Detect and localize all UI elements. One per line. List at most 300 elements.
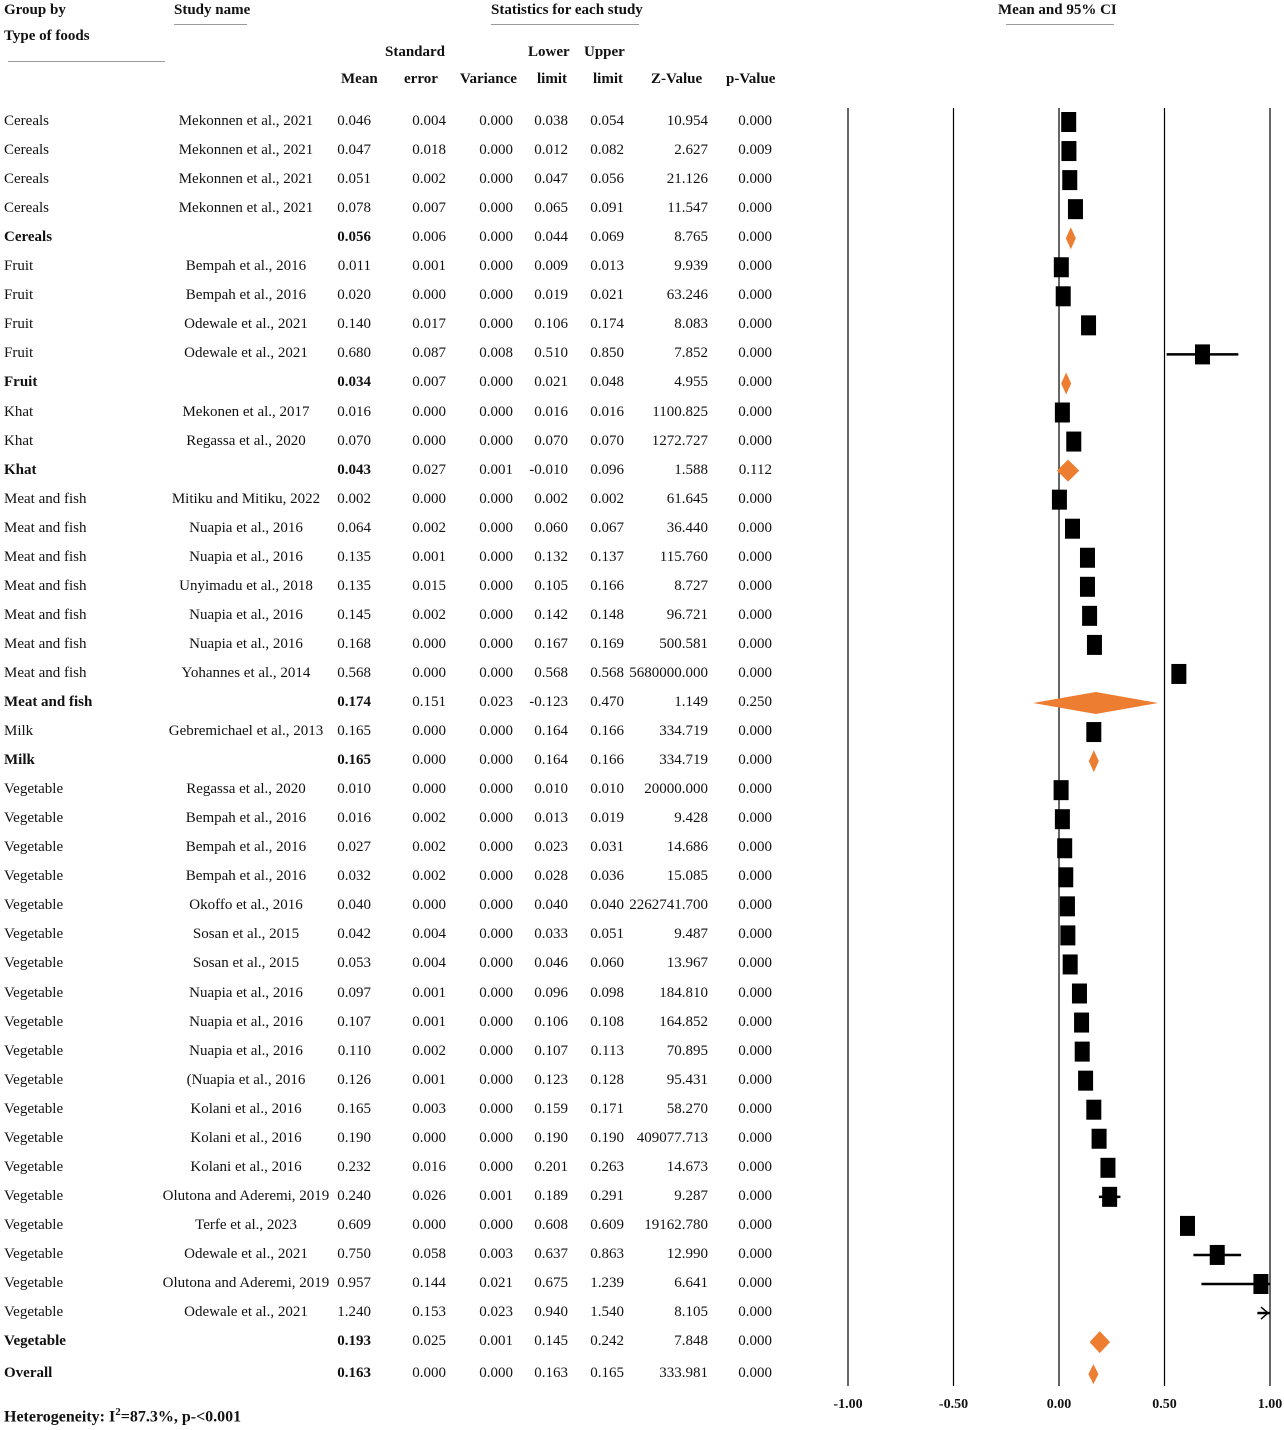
row-study: Olutona and Aderemi, 2019 (162, 1187, 330, 1204)
row-upper: 0.051 (590, 926, 624, 943)
row-upper: 0.242 (590, 1333, 624, 1350)
row-p: 0.000 (738, 810, 772, 827)
row-upper: 0.108 (590, 1013, 624, 1030)
heterogeneity-sup: 2 (115, 1406, 121, 1418)
row-lower: 0.038 (534, 113, 568, 129)
row-p: 0.000 (738, 258, 772, 275)
study-marker (1060, 896, 1075, 916)
row-mean: 1.240 (337, 1304, 371, 1321)
row-p: 0.000 (738, 316, 772, 333)
row-p: 0.000 (738, 490, 772, 507)
row-z: 4.955 (674, 374, 708, 391)
row-group: Vegetable (4, 926, 64, 943)
row-upper: 0.148 (590, 606, 624, 623)
row-group: Cereals (4, 229, 53, 246)
row-group: Meat and fish (4, 577, 87, 594)
row-mean: 0.165 (337, 752, 371, 769)
study-marker (1081, 315, 1096, 335)
row-se: 0.000 (412, 490, 446, 507)
row-upper: 0.166 (590, 723, 624, 740)
row-z: 184.810 (659, 984, 708, 1001)
row-p: 0.000 (738, 287, 772, 304)
row-upper: 0.165 (590, 1365, 624, 1382)
row-z: 21.126 (666, 171, 708, 188)
study-marker (1060, 925, 1075, 945)
row-se: 0.000 (412, 664, 446, 681)
row-upper: 0.174 (590, 316, 624, 333)
row-group: Vegetable (4, 1304, 64, 1321)
row-study: Sosan et al., 2015 (192, 955, 300, 972)
row-var: 0.023 (479, 1304, 513, 1321)
header-type-of-foods: Type of foods (4, 28, 90, 44)
row-mean: 0.046 (337, 113, 371, 129)
row-group: Fruit (4, 345, 34, 362)
row-mean: 0.140 (337, 316, 371, 333)
row-study: Regassa et al., 2020 (186, 781, 306, 798)
row-group: Vegetable (4, 1100, 64, 1117)
row-var: 0.000 (479, 548, 513, 565)
row-lower: 0.107 (534, 1042, 568, 1059)
row-group: Fruit (4, 374, 38, 391)
overall-diamond (1088, 1364, 1098, 1384)
row-var: 0.000 (479, 839, 513, 856)
row-var: 0.000 (479, 897, 513, 914)
row-upper: 0.054 (590, 113, 624, 129)
row-lower: 0.132 (534, 548, 568, 565)
row-study: Mekonnen et al., 2021 (178, 171, 314, 188)
row-lower: -0.010 (529, 461, 568, 478)
row-z: 9.939 (674, 258, 708, 275)
row-var: 0.000 (479, 1071, 513, 1088)
row-mean: 0.016 (337, 810, 371, 827)
row-z: 2262741.700 (629, 897, 708, 914)
row-mean: 0.053 (337, 955, 371, 972)
row-var: 0.000 (479, 810, 513, 827)
row-z: 70.895 (666, 1042, 708, 1059)
row-p: 0.000 (738, 1158, 772, 1175)
row-z: 14.686 (666, 839, 708, 856)
row-upper: 0.002 (590, 490, 624, 507)
row-upper: 0.069 (590, 229, 624, 246)
row-var: 0.008 (479, 345, 513, 362)
row-z: 1272.727 (651, 432, 708, 449)
row-lower: 0.106 (534, 316, 568, 333)
row-upper: 1.540 (590, 1304, 624, 1321)
row-var: 0.021 (479, 1275, 513, 1291)
row-group: Vegetable (4, 1158, 64, 1175)
row-study: Odewale et al., 2021 (184, 316, 308, 333)
row-mean: 0.027 (337, 839, 371, 856)
row-upper: 0.171 (590, 1100, 624, 1117)
row-mean: 0.750 (337, 1245, 371, 1262)
row-p: 0.000 (738, 1042, 772, 1059)
row-group: Milk (4, 723, 34, 740)
row-z: 334.719 (659, 723, 708, 740)
row-z: 1.149 (674, 694, 708, 710)
row-mean: 0.126 (337, 1071, 371, 1088)
tick-label: -1.00 (833, 1397, 863, 1412)
row-study: Kolani et al., 2016 (190, 1158, 302, 1175)
row-group: Fruit (4, 258, 34, 275)
row-study: Nuapia et al., 2016 (189, 984, 303, 1001)
tick-label: 1.00 (1257, 1397, 1283, 1412)
header-statistics: Statistics for each study (491, 2, 643, 18)
row-study: Mitiku and Mitiku, 2022 (171, 490, 321, 507)
study-marker (1055, 403, 1070, 423)
row-p: 0.000 (738, 548, 772, 565)
row-mean: 0.034 (337, 374, 371, 391)
row-p: 0.000 (738, 229, 772, 246)
row-mean: 0.240 (337, 1187, 371, 1204)
row-var: 0.000 (479, 287, 513, 304)
row-group: Meat and fish (4, 694, 93, 710)
row-mean: 0.110 (337, 1042, 371, 1059)
header-zvalue: Z-Value (651, 71, 703, 87)
row-mean: 0.165 (337, 1100, 371, 1117)
row-z: 8.727 (674, 577, 708, 594)
row-upper: 0.137 (590, 548, 624, 565)
study-marker (1055, 809, 1070, 829)
row-group: Vegetable (4, 1013, 64, 1030)
row-study: Yohannes et al., 2014 (181, 664, 311, 681)
row-lower: 0.012 (534, 142, 568, 159)
row-lower: 0.010 (534, 781, 568, 798)
row-mean: 0.070 (337, 432, 371, 449)
row-study: Nuapia et al., 2016 (189, 548, 303, 565)
row-z: 1100.825 (652, 403, 708, 420)
row-upper: 0.169 (590, 635, 624, 652)
row-p: 0.000 (738, 752, 772, 769)
row-upper: 0.291 (590, 1187, 624, 1204)
row-study: (Nuapia et al., 2016 (186, 1071, 306, 1088)
row-var: 0.000 (479, 926, 513, 943)
row-group: Vegetable (4, 839, 64, 856)
row-var: 0.000 (479, 519, 513, 536)
row-upper: 0.568 (590, 664, 624, 681)
row-var: 0.001 (479, 1333, 513, 1350)
row-p: 0.250 (738, 694, 772, 710)
study-marker (1057, 838, 1072, 858)
row-z: 5680000.000 (629, 664, 708, 681)
row-study: Mekonnen et al., 2021 (178, 142, 314, 159)
summary-diamond (1033, 692, 1158, 714)
row-var: 0.000 (479, 1042, 513, 1059)
row-z: 12.990 (666, 1245, 708, 1262)
row-p: 0.000 (738, 1100, 772, 1117)
row-upper: 0.056 (590, 171, 624, 188)
row-study: Odewale et al., 2021 (184, 1304, 308, 1321)
row-var: 0.000 (479, 752, 513, 769)
row-mean: 0.168 (337, 635, 371, 652)
row-var: 0.000 (479, 1100, 513, 1117)
row-group: Vegetable (4, 1245, 64, 1262)
header-group-by: Group by (4, 2, 66, 18)
row-se: 0.007 (412, 374, 446, 391)
row-upper: 0.098 (590, 984, 624, 1001)
row-lower: 0.637 (534, 1245, 568, 1262)
header-upper: Upper (584, 44, 625, 60)
row-p: 0.000 (738, 664, 772, 681)
row-p: 0.000 (738, 955, 772, 972)
row-lower: 0.142 (534, 606, 568, 623)
row-group: Cereals (4, 142, 49, 159)
row-p: 0.000 (738, 868, 772, 885)
study-marker (1087, 635, 1102, 655)
row-var: 0.000 (479, 432, 513, 449)
row-z: 15.085 (666, 868, 708, 885)
row-upper: 0.040 (590, 897, 624, 914)
header-limit-upper: limit (593, 71, 623, 87)
study-marker (1082, 606, 1097, 626)
row-var: 0.000 (479, 1216, 513, 1233)
row-study: Mekonnen et al., 2021 (178, 113, 314, 129)
row-se: 0.001 (412, 548, 446, 565)
row-var: 0.000 (479, 577, 513, 594)
row-group: Vegetable (4, 897, 64, 914)
row-var: 0.000 (479, 606, 513, 623)
row-mean: 0.190 (337, 1129, 371, 1146)
row-z: 9.287 (674, 1187, 708, 1204)
row-group: Vegetable (4, 868, 64, 885)
row-p: 0.000 (738, 345, 772, 362)
row-p: 0.000 (738, 1333, 772, 1350)
row-z: 13.967 (666, 955, 708, 972)
row-upper: 0.021 (590, 287, 624, 304)
row-p: 0.112 (738, 461, 772, 478)
study-marker (1210, 1245, 1225, 1265)
row-upper: 0.016 (590, 403, 624, 420)
row-upper: 0.031 (590, 839, 624, 856)
row-lower: 0.940 (534, 1304, 568, 1321)
study-marker (1086, 722, 1101, 742)
study-marker (1063, 954, 1078, 974)
study-marker (1253, 1274, 1268, 1294)
row-z: 10.954 (666, 113, 708, 129)
row-study: Bempah et al., 2016 (185, 258, 307, 275)
row-var: 0.000 (479, 171, 513, 188)
row-study: Okoffo et al., 2016 (189, 897, 303, 914)
row-z: 2.627 (674, 142, 708, 159)
row-mean: 0.568 (337, 664, 371, 681)
row-study: Mekonnen et al., 2021 (178, 200, 314, 217)
row-se: 0.151 (412, 694, 446, 710)
study-marker (1080, 577, 1095, 597)
row-upper: 0.128 (590, 1071, 624, 1088)
row-var: 0.000 (479, 635, 513, 652)
row-z: 115.760 (659, 548, 708, 565)
row-lower: 0.510 (534, 345, 568, 362)
row-mean: 0.232 (337, 1158, 371, 1175)
row-study: Odewale et al., 2021 (184, 345, 308, 362)
study-marker (1100, 1158, 1115, 1178)
row-var: 0.000 (479, 955, 513, 972)
row-se: 0.000 (412, 1129, 446, 1146)
row-se: 0.002 (412, 519, 446, 536)
row-z: 19162.780 (644, 1216, 708, 1233)
row-lower: 0.013 (534, 810, 568, 827)
row-mean: 0.064 (337, 519, 371, 536)
row-group: Vegetable (4, 984, 64, 1001)
row-se: 0.004 (412, 113, 446, 129)
row-z: 95.431 (666, 1071, 708, 1088)
row-lower: 0.167 (534, 635, 568, 652)
row-study: Unyimadu et al., 2018 (179, 577, 313, 594)
study-marker (1052, 490, 1067, 510)
row-study: Bempah et al., 2016 (185, 839, 307, 856)
row-se: 0.027 (412, 461, 446, 478)
row-se: 0.025 (412, 1333, 446, 1350)
row-study: Nuapia et al., 2016 (189, 606, 303, 623)
row-upper: 0.082 (590, 142, 624, 159)
row-mean: 0.016 (337, 403, 371, 420)
row-upper: 0.048 (590, 374, 624, 391)
row-var: 0.000 (479, 258, 513, 275)
row-se: 0.018 (412, 142, 446, 159)
row-p: 0.000 (738, 577, 772, 594)
row-study: Nuapia et al., 2016 (189, 1013, 303, 1030)
row-p: 0.000 (738, 897, 772, 914)
row-se: 0.000 (412, 897, 446, 914)
row-group: Vegetable (4, 1333, 66, 1350)
row-group: Vegetable (4, 1187, 64, 1204)
header-mean: Mean (341, 71, 378, 87)
row-mean: 0.042 (337, 926, 371, 943)
study-marker (1195, 344, 1210, 364)
row-group: Meat and fish (4, 519, 87, 536)
row-lower: 0.159 (534, 1100, 568, 1117)
row-z: 96.721 (666, 606, 708, 623)
row-se: 0.006 (412, 229, 446, 246)
row-group: Khat (4, 403, 34, 420)
row-z: 1.588 (674, 461, 708, 478)
row-se: 0.000 (412, 752, 446, 769)
study-marker (1171, 664, 1186, 684)
row-mean: 0.002 (337, 490, 371, 507)
row-lower: 0.021 (534, 374, 568, 391)
row-var: 0.000 (479, 1013, 513, 1030)
row-mean: 0.107 (337, 1013, 371, 1030)
row-se: 0.015 (412, 577, 446, 594)
row-upper: 0.263 (590, 1158, 624, 1175)
row-lower: 0.106 (534, 1013, 568, 1030)
row-z: 20000.000 (644, 781, 708, 798)
summary-diamond (1061, 372, 1071, 394)
row-z: 58.270 (666, 1100, 708, 1117)
row-p: 0.000 (738, 1216, 772, 1233)
row-p: 0.009 (738, 142, 772, 159)
row-p: 0.000 (738, 113, 772, 129)
header-study-name: Study name (174, 2, 251, 18)
row-se: 0.001 (412, 984, 446, 1001)
row-lower: 0.096 (534, 984, 568, 1001)
row-var: 0.000 (479, 113, 513, 129)
row-study: Nuapia et al., 2016 (189, 1042, 303, 1059)
row-upper: 0.113 (590, 1042, 624, 1059)
row-upper: 0.013 (590, 258, 624, 275)
row-lower: 0.044 (534, 229, 568, 246)
row-var: 0.000 (479, 490, 513, 507)
row-study: Kolani et al., 2016 (190, 1129, 302, 1146)
row-var: 0.000 (479, 781, 513, 798)
row-p: 0.000 (738, 606, 772, 623)
row-group: Meat and fish (4, 490, 87, 507)
row-group: Cereals (4, 200, 49, 217)
row-group: Fruit (4, 316, 34, 333)
study-marker (1092, 1129, 1107, 1149)
summary-diamond (1066, 227, 1076, 249)
row-p: 0.000 (738, 403, 772, 420)
row-var: 0.000 (479, 229, 513, 246)
row-z: 8.105 (674, 1304, 708, 1321)
row-p: 0.000 (738, 1187, 772, 1204)
row-lower: 0.201 (534, 1158, 568, 1175)
row-z: 9.428 (674, 810, 708, 827)
row-mean: 0.010 (337, 781, 371, 798)
row-se: 0.002 (412, 171, 446, 188)
row-mean: 0.020 (337, 287, 371, 304)
row-se: 0.026 (412, 1187, 446, 1204)
row-z: 500.581 (659, 635, 708, 652)
study-marker (1061, 141, 1076, 161)
row-se: 0.000 (412, 635, 446, 652)
row-z: 7.852 (674, 345, 708, 362)
row-var: 0.000 (479, 984, 513, 1001)
row-upper: 0.019 (590, 810, 624, 827)
row-se: 0.002 (412, 810, 446, 827)
row-se: 0.002 (412, 606, 446, 623)
row-lower: 0.189 (534, 1187, 568, 1204)
row-upper: 0.190 (590, 1129, 624, 1146)
tick-label: -0.50 (938, 1397, 969, 1412)
row-p: 0.000 (738, 1245, 772, 1262)
study-marker (1080, 548, 1095, 568)
row-mean: 0.163 (337, 1365, 371, 1382)
row-mean: 0.051 (337, 171, 371, 188)
row-z: 409077.713 (636, 1129, 708, 1146)
row-p: 0.000 (738, 723, 772, 740)
row-study: Regassa et al., 2020 (186, 432, 306, 449)
row-p: 0.000 (738, 1275, 772, 1291)
row-mean: 0.609 (337, 1216, 371, 1233)
row-upper: 1.239 (590, 1275, 624, 1291)
study-marker (1068, 199, 1083, 219)
row-upper: 0.070 (590, 432, 624, 449)
row-var: 0.000 (479, 664, 513, 681)
row-se: 0.144 (412, 1275, 446, 1291)
row-study: Bempah et al., 2016 (185, 868, 307, 885)
header-error: error (404, 71, 438, 87)
row-p: 0.000 (738, 984, 772, 1001)
row-se: 0.004 (412, 955, 446, 972)
row-lower: 0.163 (534, 1365, 568, 1382)
row-se: 0.000 (412, 287, 446, 304)
row-group: Meat and fish (4, 606, 87, 623)
row-mean: 0.097 (337, 984, 371, 1001)
row-var: 0.000 (479, 1365, 513, 1382)
row-p: 0.000 (738, 374, 772, 391)
row-var: 0.000 (479, 1158, 513, 1175)
row-lower: 0.033 (534, 926, 568, 943)
row-lower: 0.105 (534, 577, 568, 594)
row-se: 0.000 (412, 432, 446, 449)
row-se: 0.003 (412, 1100, 446, 1117)
row-lower: 0.060 (534, 519, 568, 536)
row-group: Overall (4, 1365, 53, 1382)
row-se: 0.000 (412, 723, 446, 740)
row-mean: 0.047 (337, 142, 371, 159)
study-marker (1072, 984, 1087, 1004)
row-mean: 0.135 (337, 577, 371, 594)
